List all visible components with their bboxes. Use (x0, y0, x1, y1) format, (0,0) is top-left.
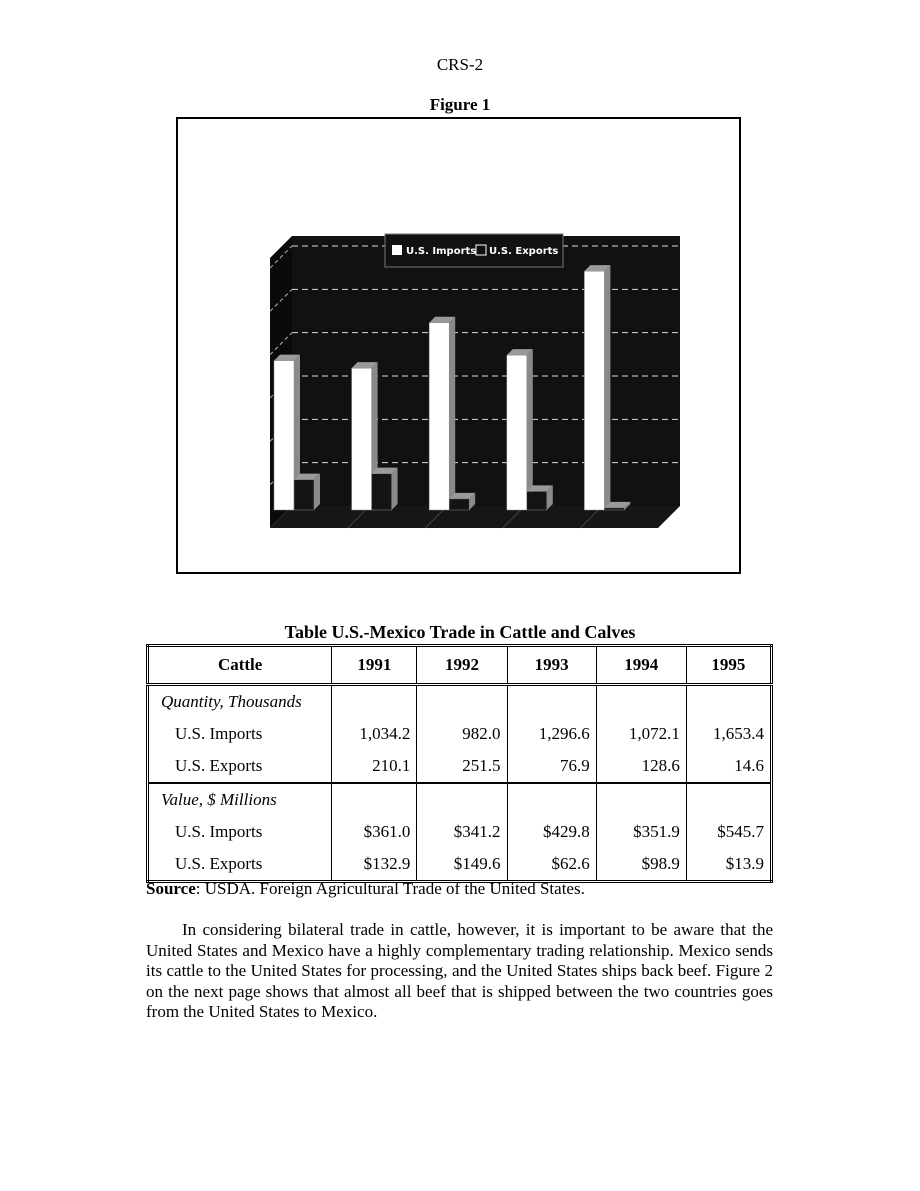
bar-exports-1993 (449, 499, 469, 510)
section-label-quantity: Quantity, Thousands (161, 692, 302, 711)
table-row (148, 718, 772, 750)
table-header-cell: 1995 (686, 646, 771, 685)
bar-exports-1991-side (314, 474, 320, 510)
chart-legend (385, 234, 563, 267)
figure-title: Figure 1 (429, 95, 491, 114)
table-cell: $361.0 (332, 816, 417, 848)
section-label-value: Value, $ Millions (161, 790, 277, 809)
source-text: : USDA. Foreign Agricultural Trade of the United States. (195, 879, 585, 898)
table-cell: $13.9 (686, 848, 771, 882)
chart-frame (176, 117, 741, 574)
row-label: U.S. Exports (148, 750, 332, 783)
bar-imports-1993-side (449, 317, 455, 510)
table-cell: 76.9 (507, 750, 596, 783)
table-cell: 210.1 (332, 750, 417, 783)
table-cell: 1,653.4 (686, 718, 771, 750)
bar-imports-1994 (507, 355, 527, 510)
bar-exports-1992-side (392, 468, 398, 510)
table-row (148, 816, 772, 848)
table-cell: $149.6 (417, 848, 507, 882)
table-title: Table U.S.-Mexico Trade in Cattle and Calves (284, 622, 636, 642)
bar-exports-1995 (604, 508, 624, 510)
source-note (146, 879, 585, 899)
table-cell: $351.9 (596, 816, 686, 848)
table-cell: $62.6 (507, 848, 596, 882)
table-section-row (148, 685, 772, 719)
bar-imports-1993 (429, 323, 449, 510)
table-header-cell: 1994 (596, 646, 686, 685)
table-cell: $429.8 (507, 816, 596, 848)
legend-label-imports: U.S. Imports (406, 246, 477, 257)
table-cell: $98.9 (596, 848, 686, 882)
table-cell: 1,034.2 (332, 718, 417, 750)
bar-exports-1994 (527, 491, 547, 510)
trade-table (146, 644, 773, 883)
bar-imports-1995-side (604, 265, 610, 510)
legend-label-exports: U.S. Exports (489, 246, 559, 257)
bar-imports-1995 (584, 271, 604, 510)
table-cell: 1,072.1 (596, 718, 686, 750)
table-cell: 14.6 (686, 750, 771, 783)
table-cell: 1,296.6 (507, 718, 596, 750)
table-cell: 128.6 (596, 750, 686, 783)
bar-exports-1992 (372, 474, 392, 510)
bar-exports-1991 (294, 480, 314, 510)
row-label: U.S. Imports (175, 822, 263, 841)
table-cell: 982.0 (417, 718, 507, 750)
table-header-cell: 1992 (417, 646, 507, 685)
table-header-cell: Cattle (148, 646, 332, 685)
chart-background (270, 236, 680, 528)
row-label: U.S. Exports (175, 854, 263, 873)
bar-imports-1992 (352, 368, 372, 510)
table-header-cell: 1993 (507, 646, 596, 685)
table-row (148, 848, 772, 882)
row-label: U.S. Imports (175, 724, 263, 743)
table-cell: $341.2 (417, 816, 507, 848)
table-cell: 251.5 (417, 750, 507, 783)
body-paragraph: In considering bilateral trade in cattle, however, it is important to be aware that the United States and Mexico have a highly complementary trading relationship. Mexico sends its cattle to the United States for processing, and the United States ships back beef. Figure 2 on the next page shows that almost all beef that is shipped between the two countries goes from the United States to Mexico. (146, 920, 773, 1021)
bar-chart (178, 119, 739, 572)
table-header-cell: 1991 (332, 646, 417, 685)
legend-swatch-imports (392, 245, 402, 255)
source-label: Source (146, 879, 196, 898)
chart-back-wall (292, 236, 680, 506)
legend-swatch-exports (476, 245, 486, 255)
table-section-row (148, 783, 772, 816)
table-cell: $545.7 (686, 816, 771, 848)
table-cell: $132.9 (332, 848, 417, 882)
page-header: CRS-2 (436, 55, 484, 74)
table-header-row (148, 646, 772, 685)
bar-imports-1991 (274, 361, 294, 510)
bar-imports-1994-side (527, 349, 533, 510)
table-row (148, 750, 772, 783)
